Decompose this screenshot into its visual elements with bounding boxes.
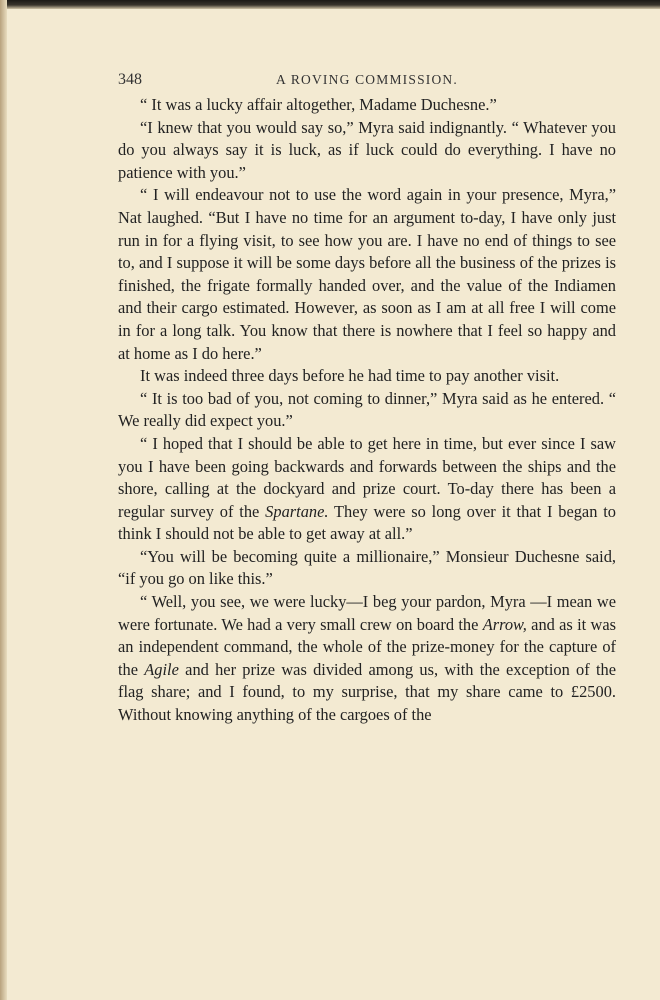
paragraph <box>118 117 616 185</box>
paragraph <box>118 546 616 591</box>
paragraph-text: “You will be becoming quite a millionaire,” Monsieur Duchesne said, “if you go on like this.” <box>118 546 616 589</box>
paragraph-text: They were so long over it that I began to think I should not be able to get away at all.” <box>118 501 616 544</box>
paragraph-text: and her prize was divided among us, with the exception of the flag share; and I found, to my surprise, that my share came to £2500. Without knowing anything of the cargoes of the <box>118 659 616 725</box>
paragraph-text: “ Well, you see, we were lucky—I beg your pardon, Myra —I mean we were fortunate. We had a very small crew on board the <box>118 592 616 634</box>
paragraph-text: “ I will endeavour not to use the word again in your presence, Myra,” Nat laughed. “But I have no time for an argument to-day, I have only just run in for a flying visit, to see how you are. I have no end of things to see to, and I suppose it will be some days before all the business of the prizes is finished, the frigate formally handed over, and the value of the Indiamen and their cargo estimated. However, as soon as I am at all free I will come in for a long talk. You know that there is nowhere that I feel so happy and at home as I do here.” <box>118 185 616 363</box>
paragraph-text: “ I hoped that I should be able to get here in time, but ever since I saw you I have been going backwards and forwards between the ships and the shore, calling at the dockyard and prize court. To-day there has been a regular survey of the <box>118 433 616 521</box>
paragraph <box>118 433 616 546</box>
page-number: 348 <box>118 71 142 88</box>
paragraph-text: “ It was a lucky affair altogether, Madame Duchesne.” <box>140 95 497 114</box>
paragraph <box>118 388 616 433</box>
page-header <box>118 66 616 88</box>
body-text <box>118 94 616 727</box>
ship-name: Arrow, <box>482 614 527 634</box>
paragraph-text: “ It is too bad of you, not coming to dinner,” Myra said as he entered. “ We really did expect you.” <box>118 388 616 431</box>
paragraph <box>118 184 616 365</box>
paragraph-text: “I knew that you would say so,” Myra said indignantly. “ Whatever you do you always say it is luck, as if luck could do everything. I have no patience with you.” <box>118 117 616 182</box>
ship-name: Spartane. <box>265 501 329 521</box>
paragraph <box>118 365 616 388</box>
paragraph <box>118 591 616 727</box>
paragraph-text: and as it was an independent command, the whole of the prize-money for the capture of the <box>118 614 616 679</box>
book-page <box>118 66 616 727</box>
page-top-edge <box>0 0 660 9</box>
page-left-edge <box>0 0 7 1000</box>
running-title: A ROVING COMMISSION. <box>276 72 458 87</box>
ship-name: Agile <box>144 659 179 679</box>
paragraph <box>118 94 616 117</box>
paragraph-text: It was indeed three days before he had time to pay another visit. <box>140 366 560 386</box>
